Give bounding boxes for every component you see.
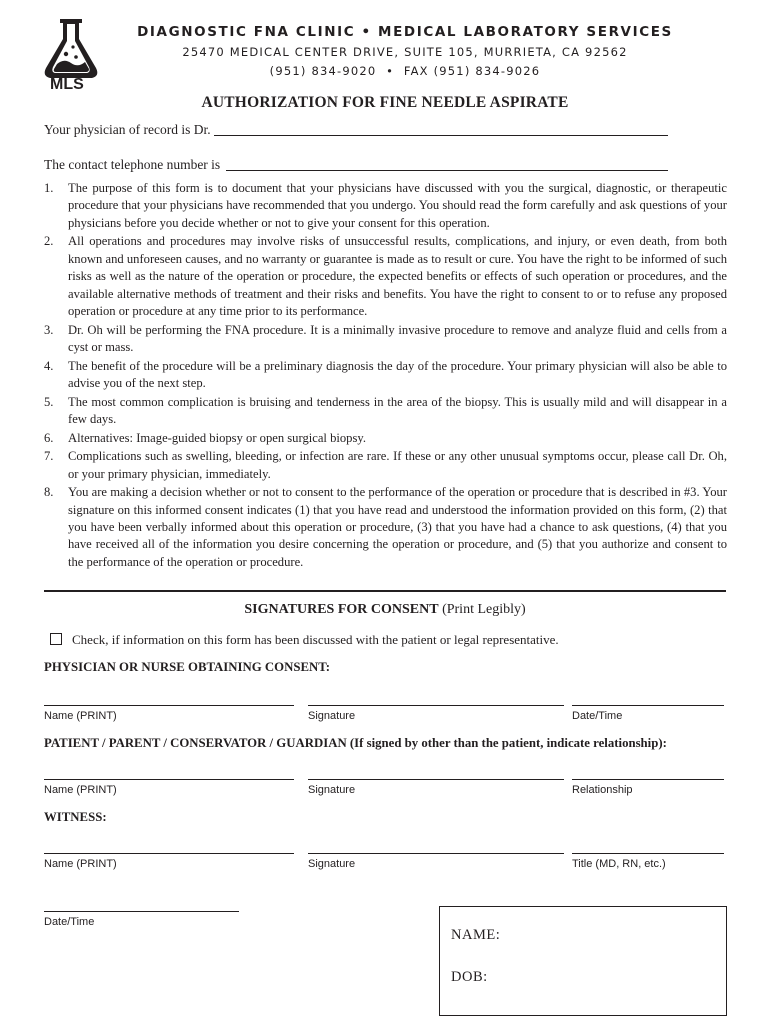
list-item: 5. The most common complication is bruising and tenderness in the area of the biopsy. This is usually mild and will disappear in a few days. <box>44 394 727 427</box>
patient-name-label: Name (PRINT) <box>44 784 117 796</box>
patient-relationship-line[interactable] <box>572 779 724 780</box>
physician-heading: PHYSICIAN OR NURSE OBTAINING CONSENT: <box>44 660 331 674</box>
witness-name-line[interactable] <box>44 853 294 854</box>
patient-relationship-label: Relationship <box>572 784 633 796</box>
physician-name-line[interactable] <box>44 705 294 706</box>
phone-label: The contact telephone number is <box>44 157 221 172</box>
witness-datetime-line[interactable] <box>44 911 239 912</box>
list-item: 8. You are making a decision whether or not to consent to the performance of the operation or procedure that is described in #3. Your signature on this informed consent indicates (1) that you have read and understood the information provided on this form, (2) that you have been verbally informed about this operation or procedure, (3) that you have had a chance to ask questions, (4) that you have received all of the information you desire concerning the operation or procedure, and (5) that you authorize and consent to the performance of the operation or procedure. <box>44 485 727 569</box>
patient-signature-line[interactable] <box>308 779 564 780</box>
checkbox-label: Check, if information on this form has been discussed with the patient or legal representative. <box>72 632 559 647</box>
list-item: 6. Alternatives: Image-guided biopsy or open surgical biopsy. <box>44 430 366 445</box>
physician-label: Your physician of record is Dr. <box>44 122 211 137</box>
logo-text: MLS <box>50 76 84 93</box>
consent-items-list <box>44 180 727 572</box>
section-divider <box>44 590 726 592</box>
witness-signature-line[interactable] <box>308 853 564 854</box>
witness-datetime-label: Date/Time <box>44 916 95 928</box>
witness-heading: WITNESS: <box>44 810 107 824</box>
list-item: 7. Complications such as swelling, bleeding, or infection are rare. If these or any other unusual symptoms occur, please call Dr. Oh, or your primary physician, immediately. <box>44 449 727 481</box>
witness-title-line[interactable] <box>572 853 724 854</box>
physician-signature-label: Signature <box>308 710 356 722</box>
physician-name-label: Name (PRINT) <box>44 710 117 722</box>
clinic-address: 25470 MEDICAL CENTER DRIVE, SUITE 105, MURRIETA, CA 92562 <box>182 45 628 59</box>
physician-input-line[interactable] <box>214 135 668 136</box>
list-item: 3. Dr. Oh will be performing the FNA procedure. It is a minimally invasive procedure to remove and analyze fluid and cells from a cyst or mass. <box>44 322 727 355</box>
physician-datetime-line[interactable] <box>572 705 724 706</box>
list-item: 2. All operations and procedures may involve risks of unsuccessful results, complications, and injury, or even death, from both known and unforeseen causes, and no warranty or guarantee is made as to result or cure. You have the right to be informed of such risks as well as the nature of the operation or procedure, the expected benefits or effects of such operation or procedures, and the available alternative methods of treatment and their risks and benefits. You have the right to consent to or to refuse any proposed operation or procedure at any time prior to its performance. <box>44 234 727 319</box>
list-item: 4. The benefit of the procedure will be a preliminary diagnosis the day of the procedure. Your primary physician will also be able to advise you of the next step. <box>44 358 727 391</box>
clinic-phone: (951) 834-9020 • FAX (951) 834-9026 <box>269 64 541 78</box>
discussed-checkbox[interactable] <box>50 633 62 645</box>
box-dob-label: DOB: <box>451 969 488 985</box>
discussed-check-row <box>50 632 559 648</box>
patient-name-line[interactable] <box>44 779 294 780</box>
patient-label-box <box>439 906 727 1016</box>
list-item: 1. The purpose of this form is to document that your physicians have discussed with you the surgical, diagnostic, or therapeutic procedure that your physicians have recommended that you undergo. You should read the form carefully and ask questions of your physicians before you decide whether or not to give your consent for this operation. <box>44 181 727 230</box>
signatures-title: SIGNATURES FOR CONSENT (Print Legibly) <box>244 602 526 617</box>
patient-signature-label: Signature <box>308 784 356 796</box>
witness-signature-label: Signature <box>308 858 356 870</box>
physician-signature-line[interactable] <box>308 705 564 706</box>
clinic-name: DIAGNOSTIC FNA CLINIC • MEDICAL LABORATORY SERVICES <box>137 24 673 40</box>
witness-name-label: Name (PRINT) <box>44 858 117 870</box>
patient-heading: PATIENT / PARENT / CONSERVATOR / GUARDIAN (If signed by other than the patient, indicate relationship): <box>44 736 667 750</box>
form-title: AUTHORIZATION FOR FINE NEEDLE ASPIRATE <box>201 94 569 111</box>
witness-title-label: Title (MD, RN, etc.) <box>572 858 666 870</box>
phone-input-line[interactable] <box>226 170 668 171</box>
physician-datetime-label: Date/Time <box>572 710 623 722</box>
box-name-label: NAME: <box>451 927 501 943</box>
